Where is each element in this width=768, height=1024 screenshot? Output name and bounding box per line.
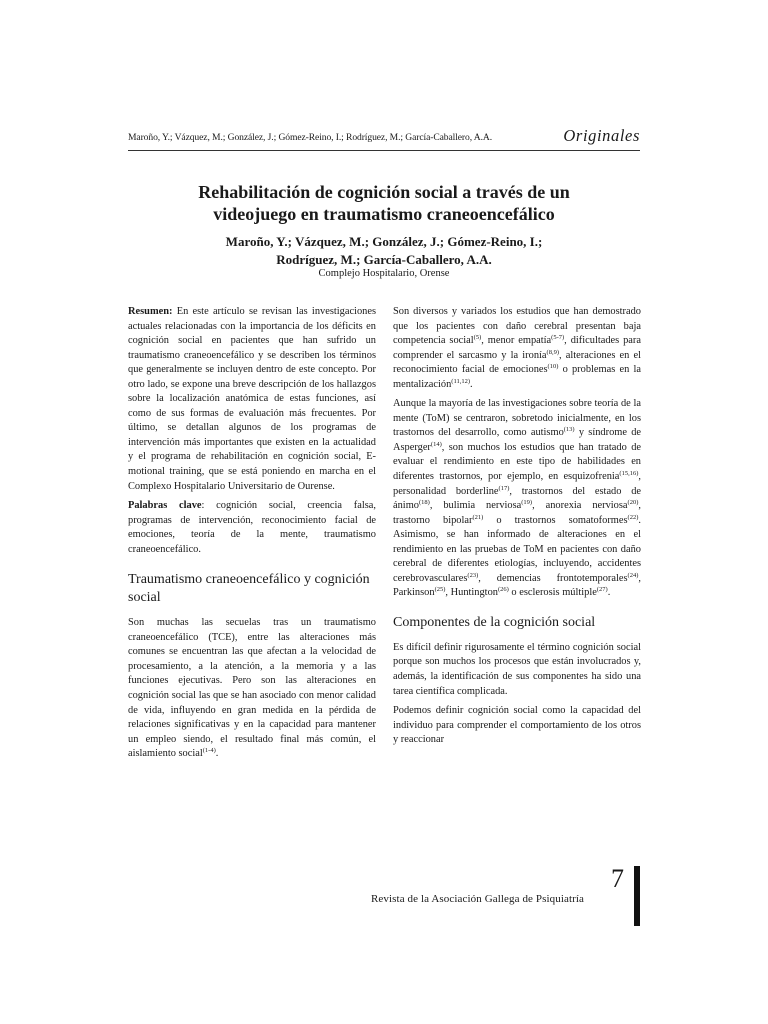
citation: (15,16) [619,470,639,478]
citation: (25) [434,586,446,594]
abstract-text: En este artículo se revisan las investigaciones actuales relacionadas con la importancia de los déficits en cognición social en pacientes que han sufrido un traumatismo craneoencefálico y se describen los términos que generalmente se incluyen dentro de este concepto. Por otro lado, se expone una breve descripción de los hallazgos sobre la localización anatómica de estas funciones, así como de sus formas de evaluación más frecuentes. Por último, se detallan algunos de los programas de intervención más importantes que existen en la actualidad y el programa de rehabilitación en cognición social, E-motional training, que se está poniendo en marcha en el Complexo Hospitalario Universitario de Ourense. [128,306,376,492]
article-title [128,181,640,225]
section-heading-tce: Traumatismo craneoencefálico y cognición social [128,572,370,606]
section-heading-components: Componentes de la cognición social [393,614,596,630]
paragraph-tom: Aunque la mayoría de las investigaciones sobre teoría de la mente (ToM) se centraron, sobretodo inicialmente, en los trastornos del desarrollo, como autismo$^{(13)}$ y síndrome de Asperger$^{(14)}$, son muchos los estudios que han tratado de evaluar el rendimiento en este tipo de habilidades en diferentes trastornos, por ejemplo, en esquizofrenia$^{(15,16)}$, personalidad borderline$^{(17)}$, trastornos del estado de ánimo$^{(18)}$, bulimia nerviosa$^{(19)}$, anorexia nerviosa$^{(20)}$, trastorno bipolar$^{(21)}$ o trastornos somatoformes$^{(22)}$. Asimismo, se han informado de alteraciones en el rendimiento en las pruebas de ToM en pacientes con daño cerebral de diferentes etiologías, incluyendo, accidentes cerebrovasculares$^{(23)}$, demencias frontotemporales$^{(24)}$, Parkinson$^{(25)}$, Huntington$^{(26)}$ o esclerosis múltiple$^{(27)}$. [393,398,642,599]
keywords [128,499,376,557]
citation: (22) [627,513,639,521]
paragraph-studies: Son diversos y variados los estudios que han demostrado que los pacientes con daño cerebral presentan baja competencia social$^{(5)}$, menor empatía$^{(5-7)}$, dificultades para comprender el sarcasmo y la ironía$^{(8,9)}$, alteraciones en el reconocimiento facial de emociones$^{(10)}$ o problemas en la mentalización$^{(11,12)}$. [393,306,642,390]
citation: (10) [547,363,559,371]
citation: (14) [430,440,442,448]
title-line-2: videojuego en traumatismo craneoencefálico [213,204,555,224]
citation: (5-7) [551,334,565,342]
page-marker-bar [634,866,640,926]
citation: (11,12) [451,377,470,385]
page-number: 7 [611,864,624,893]
citation: (21) [472,513,484,521]
abstract-label: Resumen: [128,306,173,317]
citation: (5) [473,334,482,342]
citation: (23) [467,571,479,579]
citation: (26) [497,586,509,594]
citation: (27) [596,586,608,594]
journal-name: Revista de la Asociación Gallega de Psiquiatría [371,893,585,905]
affiliation: Complejo Hospitalario, Orense [318,268,450,279]
title-line-1: Rehabilitación de cognición social a través de un [198,182,570,202]
paragraph-definition: Es difícil definir rigurosamente el término cognición social porque son muchos los procesos que están involucrados y, además, la identificación de sus componentes ha sido una tarea científica complicada. [393,641,641,697]
right-column [393,305,641,753]
citation: (20) [627,499,639,507]
author-list [128,233,640,269]
paragraph-capacity: Podemos definir cognición social como la capacidad del individuo para comprender el comportamiento de los otros y reaccionar [393,705,641,746]
section-label: Originales [563,126,640,145]
citation: (19) [521,499,533,507]
authors-line-2: Rodríguez, M.; García-Caballero, A.A. [276,252,492,267]
authors-line-1: Maroño, Y.; Vázquez, M.; González, J.; Gómez-Reino, I.; [225,234,543,249]
running-header [128,128,640,151]
citation: (18) [418,499,430,507]
citation: (17) [498,484,510,492]
keywords-text: : cognición social, creencia falsa, programas de intervención, reconocimiento facial de emociones, teoría de la mente, traumatismo craneoencefálico. [128,500,376,555]
citation: (8,9) [546,348,559,356]
paragraph-tce: Son muchas las secuelas tras un traumatismo craneoencefálico (TCE), entre las alteraciones más comunes se encuentran las que afectan a la velocidad de procesamiento, a la atención, a la memoria y a las funciones ejecutivas. Pero son las alteraciones en cognición social las que se han asociado con menor calidad de vida, influyendo en gran medida en la pérdida de relaciones significativas y en la capacidad para mantener un empleo siendo, el resultado final más común, el aislamiento social$^{(1-4)}$. [128,617,376,760]
abstract [128,305,376,494]
citation: (1-4) [202,747,216,755]
keywords-label: Palabras clave [128,500,202,512]
left-column [128,305,376,767]
citation: (13) [563,426,575,434]
running-authors: Maroño, Y.; Vázquez, M.; González, J.; Gómez-Reino, I.; Rodríguez, M.; García-Caballero, A.A. [128,132,493,143]
citation: (24) [627,571,639,579]
